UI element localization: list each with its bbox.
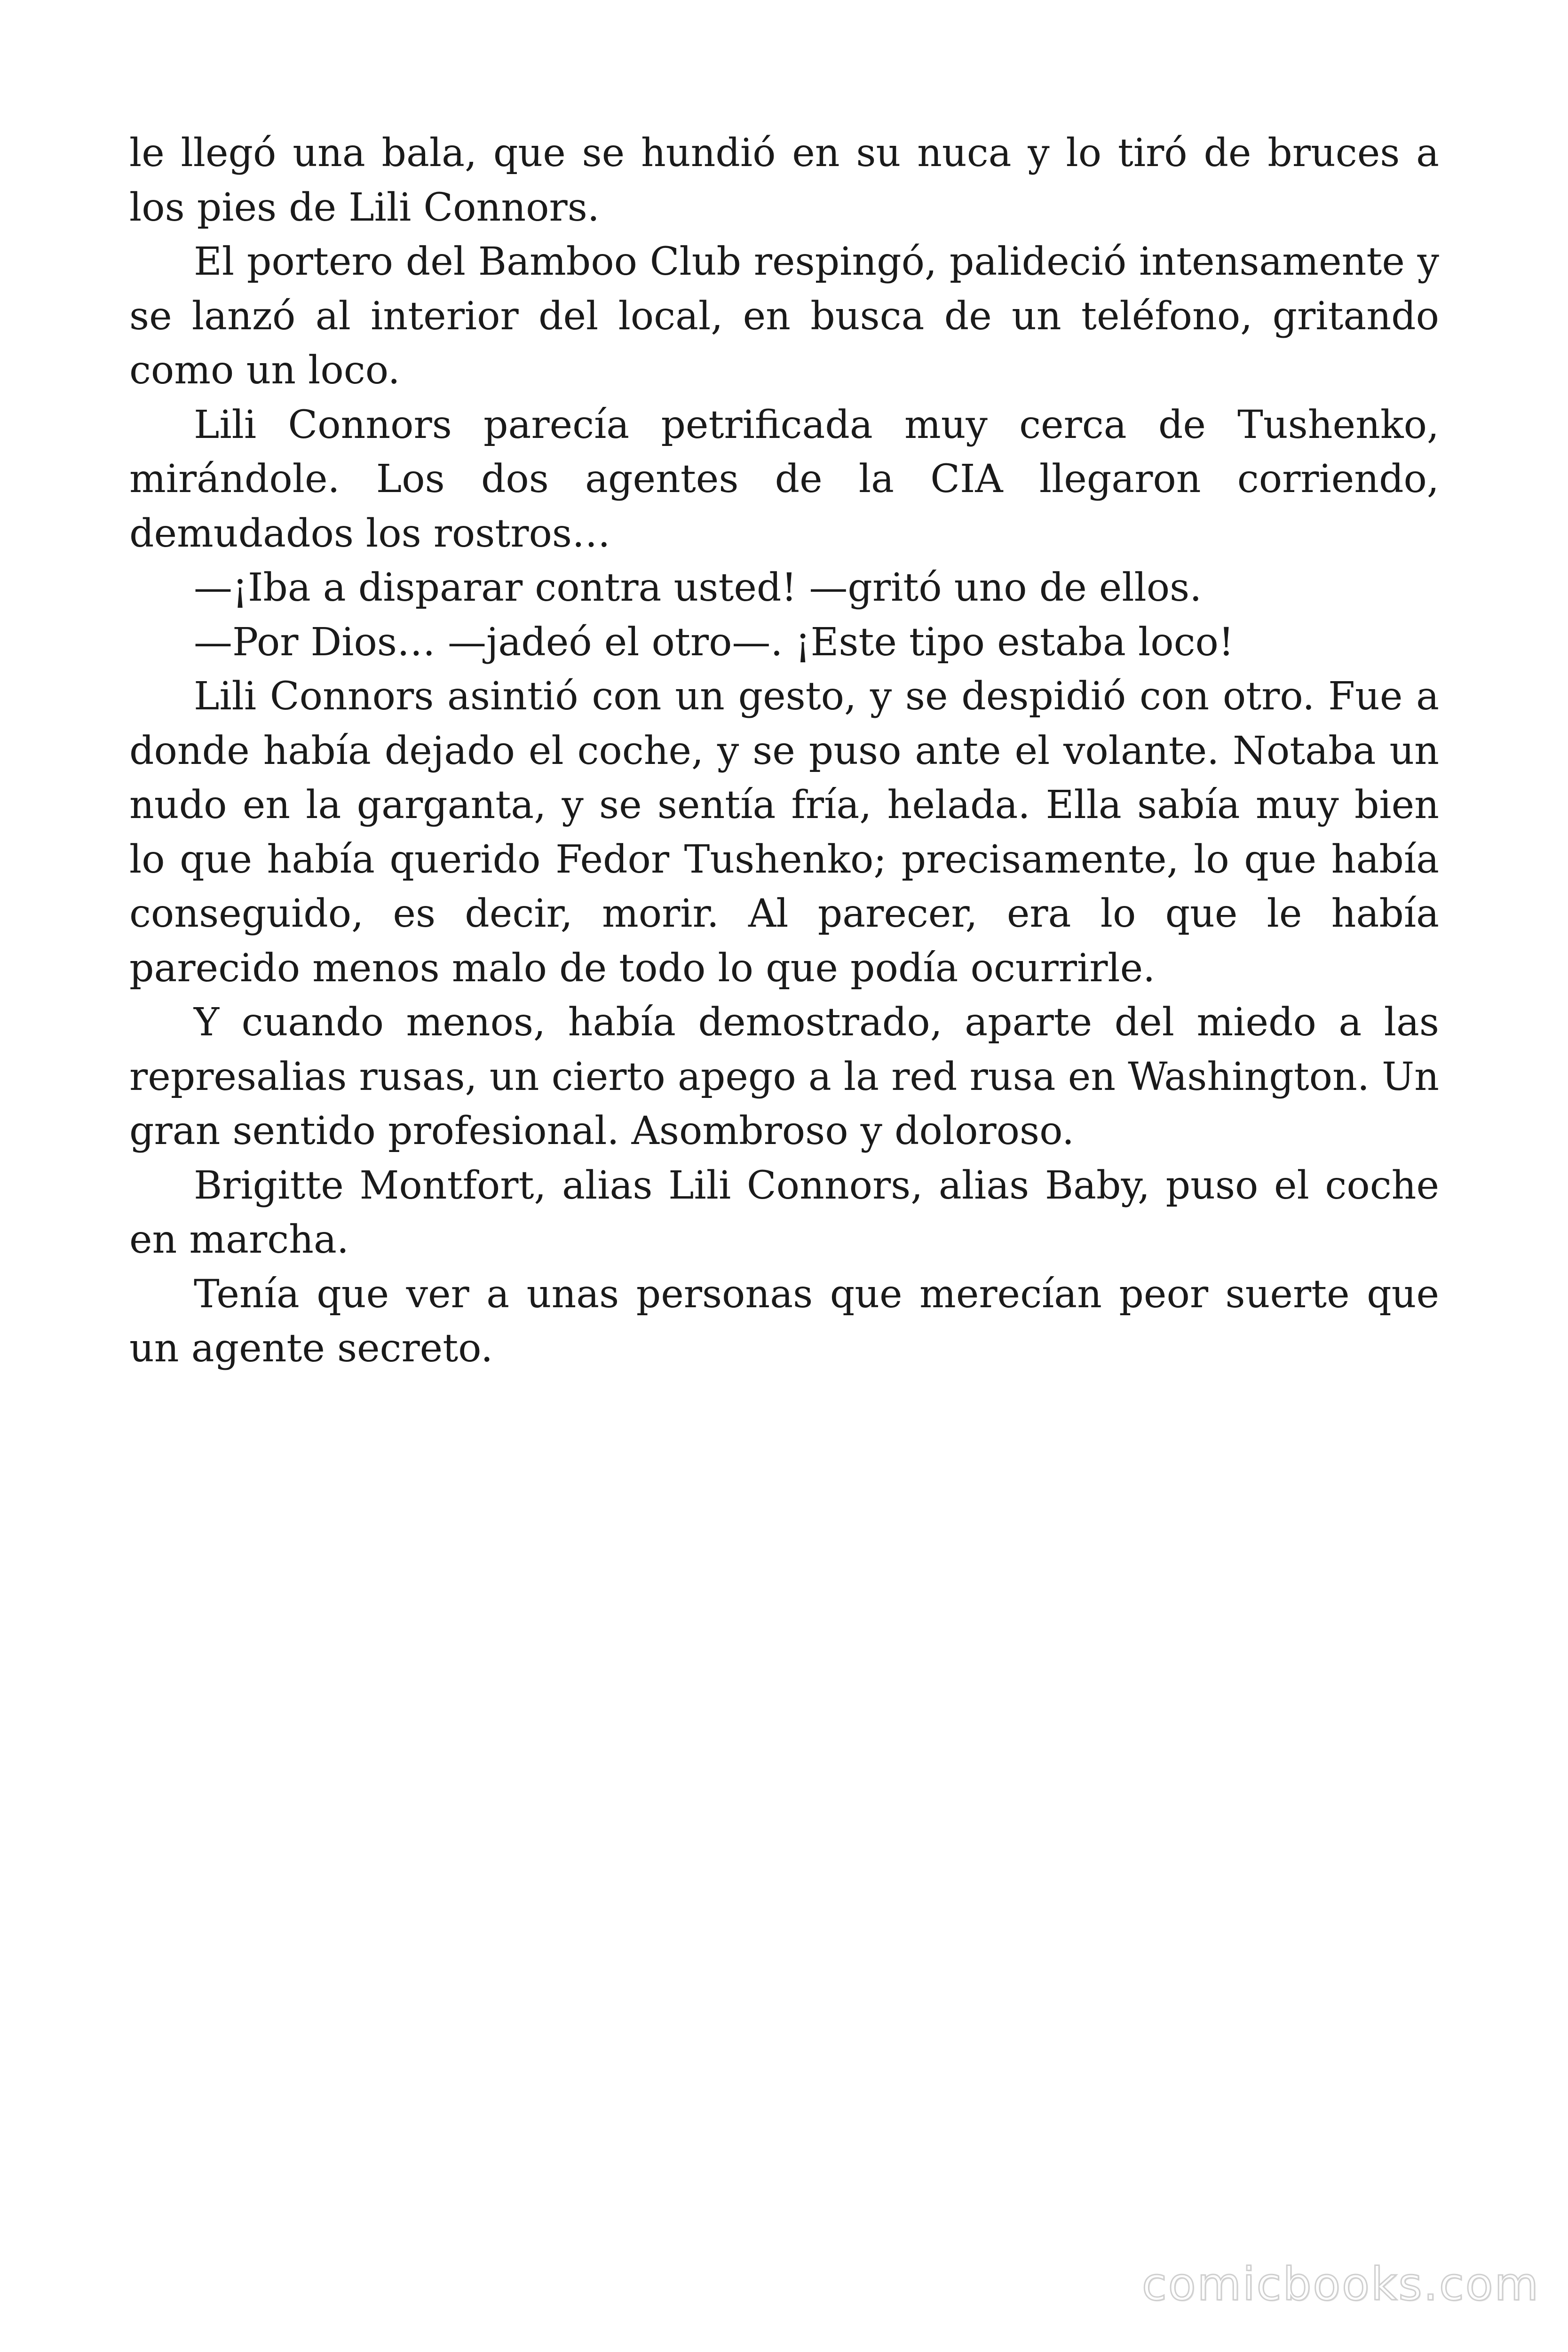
paragraph: Tenía que ver a unas personas que merecían peor suerte que un agente secreto.: [129, 1271, 1439, 1371]
body-text: [129, 126, 1439, 1376]
paragraph: Lili Connors asintió con un gesto, y se despidió con otro. Fue a donde había dejado el coche, y se puso ante el volante. Notaba un nudo en la garganta, y se sentía fría, helada. Ella sabía muy bien lo que había querido Fedor Tushenko; precisamente, lo que había conseguido, es decir, morir. Al parecer, era lo que le había parecido menos malo de todo lo que podía ocurrirle.: [129, 674, 1439, 991]
paragraph: le llegó una bala, que se hundió en su nuca y lo tiró de bruces a los pies de Lili Connors.: [129, 131, 1439, 230]
paragraph: Brigitte Montfort, alias Lili Connors, alias Baby, puso el coche en marcha.: [129, 1163, 1439, 1262]
paragraph: Lili Connors parecía petrificada muy cerca de Tushenko, mirándole. Los dos agentes de la CIA llegaron corriendo, demudados los rostros…: [129, 402, 1439, 556]
watermark: comicbooks.com: [1141, 2258, 1540, 2311]
paragraph: El portero del Bamboo Club respingó, palideció intensamente y se lanzó al interior del local, en busca de un teléfono, gritando como un loco.: [129, 239, 1439, 393]
paragraph: —Por Dios… —jadeó el otro—. ¡Este tipo estaba loco!: [194, 620, 1234, 665]
paragraph: Y cuando menos, había demostrado, aparte del miedo a las represalias rusas, un cierto apego a la red rusa en Washington. Un gran sentido profesional. Asombroso y doloroso.: [129, 1000, 1439, 1153]
paragraph: —¡Iba a disparar contra usted! —gritó uno de ellos.: [194, 565, 1202, 610]
